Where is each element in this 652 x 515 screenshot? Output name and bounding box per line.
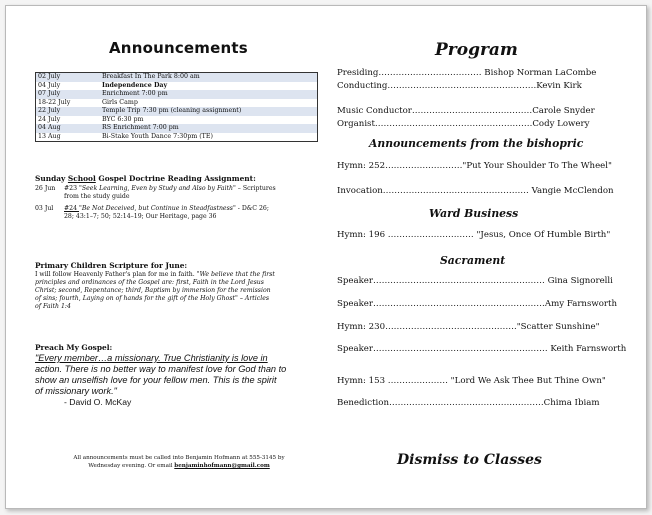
assignment-part: "Seek Learning, Even by Study and Also by Faith" (79, 185, 236, 192)
table-row (36, 116, 318, 125)
schedule-date: 04 July (38, 81, 61, 89)
primary-text-line: of sins; fourth, Laying on of hands for the gift of the Holy Ghost" – Articles (35, 295, 270, 302)
program-line-benediction: Benediction………………………………………………Chima Ibiam (337, 398, 600, 408)
program-title: Program (435, 40, 518, 60)
assignment-part: – Scriptures (235, 185, 276, 192)
footer-email-link[interactable]: benjaminhofmann@gmail.com (174, 463, 270, 469)
preach-quote-line: "Every member…a missionary. True Christianity is love in (35, 353, 268, 363)
announcement-footer-line: All announcements must be called into Benjamin Hofmann at 555-3145 by (73, 455, 285, 461)
primary-text-part: I will follow Heavenly Father's plan for me in faith. (35, 271, 197, 278)
preach-quote-author: - David O. McKay (64, 397, 132, 407)
preach-quote-line: action. There is no better way to manifest love for God than to (35, 364, 287, 374)
program-line-organist: Organist……………………………………………….Cody Lowery (337, 119, 590, 129)
schedule-date: 24 July (38, 115, 61, 123)
assignment-part: #23 (64, 185, 80, 192)
schedule-date: 02 July (36, 73, 101, 82)
schedule-event: Enrichment 7:00 pm (100, 90, 318, 99)
section-heading-bishopric: Announcements from the bishopric (369, 137, 584, 150)
program-line-presiding: Presiding……………………………… Bishop Norman LaCombe (337, 68, 597, 78)
dismiss-to-classes: Dismiss to Classes (397, 452, 542, 468)
program-line-rest-hymn: Hymn: 230………………………………………."Scatter Sunshine" (337, 322, 600, 332)
program-line-sacrament-hymn: Hymn: 196 ………………………… "Jesus, Once Of Humble Birth" (337, 230, 611, 240)
table-row (36, 133, 318, 142)
heading-part: School (67, 174, 96, 183)
reading-assignment (64, 205, 269, 213)
assignment-part: - D&C 26; (235, 205, 269, 212)
primary-text-line: of Faith 1:4 (35, 303, 71, 310)
sunday-school-heading (35, 174, 256, 183)
program-line-closing-hymn: Hymn: 153 ………………… "Lord We Ask Thee But Thine Own" (337, 376, 606, 386)
reading-assignment (64, 185, 276, 193)
primary-heading: Primary Children Scripture for June: (35, 261, 188, 270)
program-line-opening-hymn: Hymn: 252………………………"Put Your Shoulder To The Wheel" (337, 161, 612, 171)
schedule-date: 07 July (36, 90, 101, 99)
table-row (36, 90, 318, 99)
schedule-date: 13 Aug (38, 132, 61, 140)
announcements-schedule-table (35, 72, 318, 142)
schedule-event: Temple Trip 7:30 pm (cleaning assignment) (100, 107, 318, 116)
schedule-event: Independence Day (102, 81, 168, 89)
table-row (36, 107, 318, 116)
program-line-conducting: Conducting…………………………………………….Kevin Kirk (337, 81, 582, 91)
heading-part: Gospel Doctrine Reading Assignment: (95, 174, 256, 183)
schedule-date: 04 Aug (36, 124, 101, 133)
primary-text-part: "We believe that the first (196, 271, 275, 278)
announcement-footer-line (50, 462, 308, 470)
section-heading-ward-business: Ward Business (429, 207, 519, 220)
schedule-event: Bi-Stake Youth Dance 7:30pm (TE) (102, 132, 213, 140)
heading-part: Sunday (35, 174, 68, 183)
assignment-part: #24 (64, 205, 80, 212)
program-line-speaker: Speaker……………………………………………………Amy Farnsworth (337, 299, 617, 309)
program-sheet (5, 5, 647, 509)
primary-text-line: Christ; second, Repentance; third, Baptism by immersion for the remission (35, 287, 271, 294)
announcements-title: Announcements (109, 39, 248, 57)
schedule-date: 18-22 July (38, 98, 71, 106)
section-heading-sacrament: Sacrament (440, 254, 506, 267)
schedule-event: Breakfast In The Park 8:00 am (100, 73, 318, 82)
program-line-speaker: Speaker……………………………………………………. Keith Farnsworth (337, 344, 627, 354)
primary-text-line (35, 271, 275, 279)
schedule-event: Girls Camp (102, 98, 138, 106)
table-row (36, 73, 318, 82)
table-row (36, 99, 318, 108)
table-row (36, 124, 318, 133)
preach-quote-line: of missionary work." (35, 386, 117, 396)
assignment-part: "Be Not Deceived, but Continue in Steadfastness" (79, 205, 236, 212)
program-line-speaker: Speaker…………………………………………………… Gina Signorelli (337, 276, 613, 286)
footer-text: Wednesday evening. Or email (88, 463, 175, 469)
schedule-event: RS Enrichment 7:00 pm (100, 124, 318, 133)
reading-assignment-cont: from the study guide (64, 193, 130, 200)
primary-text-line: principles and ordinances of the Gospel are: first, Faith in the Lord Jesus (35, 279, 264, 286)
reading-date: 26 Jun (35, 185, 56, 192)
program-line-music-conductor: Music Conductor……………………………………Carole Snyder (337, 106, 595, 116)
schedule-event: BYC 6:30 pm (102, 115, 144, 123)
table-row (36, 82, 318, 91)
schedule-date: 22 July (36, 107, 101, 116)
program-line-invocation: Invocation…………………………………………… Vangie McClendon (337, 186, 614, 196)
preach-quote-line: show an unselfish love for your fellow men. This is the spirit (35, 375, 277, 385)
reading-assignment-cont: 28; 43:1–7; 50; 52:14–19; Our Heritage, page 36 (64, 213, 217, 220)
reading-date: 03 Jul (35, 205, 54, 212)
preach-my-gospel-heading: Preach My Gospel: (35, 343, 113, 352)
